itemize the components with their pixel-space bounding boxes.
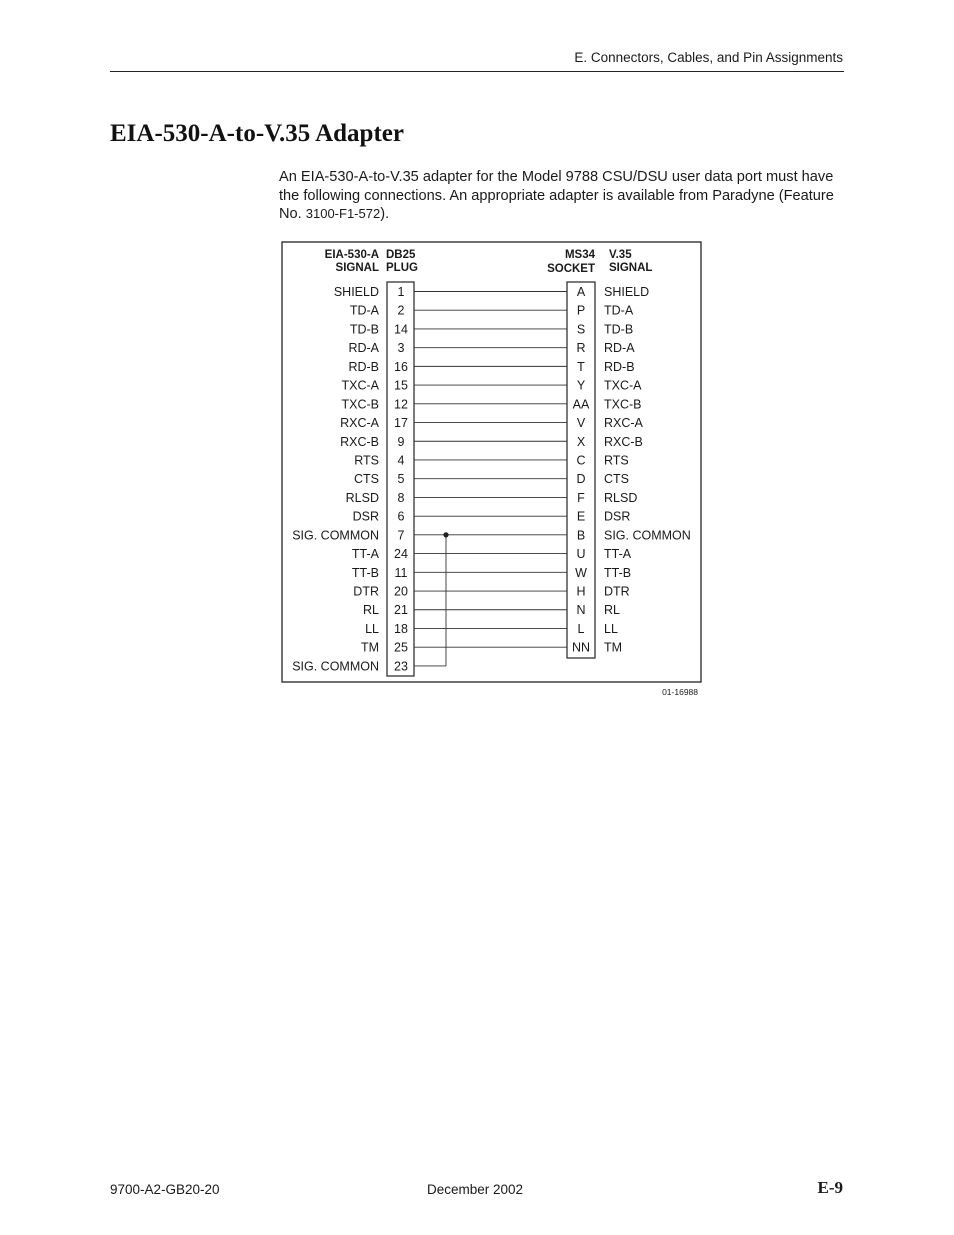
db25-pin-label: 15 xyxy=(394,378,408,393)
db25-pin-label: 6 xyxy=(397,509,405,524)
ms34-pin-label: B xyxy=(576,528,586,543)
left-signal-label: RTS xyxy=(354,453,379,468)
db25-pin-label: 4 xyxy=(397,453,405,468)
db25-pin-label: 20 xyxy=(394,584,408,599)
page-number: E-9 xyxy=(817,1178,843,1197)
left-signal-header-line2: SIGNAL xyxy=(335,262,379,274)
db25-pin-label: 1 xyxy=(397,285,405,299)
db25-pin-label: 25 xyxy=(394,640,408,655)
ms34-pin-label: W xyxy=(575,565,587,580)
ms34-pin-label: D xyxy=(576,472,586,487)
left-signal-label: RD-B xyxy=(348,359,379,374)
db25-pin-label: 11 xyxy=(394,565,408,580)
right-signal-label: SHIELD xyxy=(604,285,650,299)
db25-pin-label: 14 xyxy=(394,322,408,337)
intro-suffix: ). xyxy=(380,206,390,222)
right-signal-label: TXC-B xyxy=(604,397,642,412)
left-signal-label: TXC-B xyxy=(341,397,379,412)
right-signal-label: LL xyxy=(604,621,618,636)
ms34-header-line2: SOCKET xyxy=(547,263,595,275)
right-signal-label: RD-B xyxy=(604,359,635,374)
db25-pin-label: 12 xyxy=(394,397,408,412)
left-signal-label: RLSD xyxy=(345,490,379,505)
right-signal-header-line1: V.35 xyxy=(609,249,632,261)
left-signal-label: TD-A xyxy=(349,303,379,318)
right-signal-label: TM xyxy=(604,640,623,655)
left-signal-label: SHIELD xyxy=(333,285,379,299)
right-signal-label: RTS xyxy=(604,453,629,468)
ms34-pin-label: L xyxy=(577,621,585,636)
right-signal-label: TT-A xyxy=(604,547,632,562)
db25-pin-label: 9 xyxy=(397,434,405,449)
ms34-pin-label: H xyxy=(576,584,586,599)
right-signal-label: TXC-A xyxy=(604,378,642,393)
page-title: EIA-530-A-to-V.35 Adapter xyxy=(110,120,404,147)
right-signal-label: TD-B xyxy=(604,322,634,337)
left-signal-label: SIG. COMMON xyxy=(292,528,379,543)
db25-pin-label: 24 xyxy=(394,547,408,562)
db25-pin-label: 8 xyxy=(397,490,405,505)
ms34-socket-box xyxy=(567,282,595,658)
left-signal-header-line1: EIA-530-A xyxy=(324,249,379,261)
footer-date: December 2002 xyxy=(427,1182,524,1197)
right-signal-label: TD-A xyxy=(604,303,634,318)
ms34-pin-label: F xyxy=(577,490,585,505)
db25-pin-label: 23 xyxy=(394,659,408,674)
ms34-pin-label: R xyxy=(576,341,586,356)
left-signal-label: LL xyxy=(365,621,379,636)
left-signal-label: RXC-A xyxy=(340,416,379,431)
running-header: E. Connectors, Cables, and Pin Assignments xyxy=(574,50,843,65)
left-signal-label: TXC-A xyxy=(341,378,379,393)
right-signal-label: DTR xyxy=(604,584,630,599)
junction-dot xyxy=(443,532,448,537)
left-signal-label: RD-A xyxy=(348,341,379,356)
left-signal-label: RXC-B xyxy=(340,434,379,449)
left-signal-label: CTS xyxy=(354,472,379,487)
db25-pin-label: 5 xyxy=(397,472,405,487)
left-signal-label: SIG. COMMON xyxy=(292,659,379,674)
ms34-pin-label: C xyxy=(576,453,586,468)
pin-rows xyxy=(292,285,691,673)
intro-text: An EIA-530-A-to-V.35 adapter for the Model 9788 CSU/DSU user data port must have the following connections. An appropriate adapter is available from Paradyne (Feature No. xyxy=(279,169,834,222)
figure-id: 01-16988 xyxy=(662,687,698,697)
right-signal-label: RLSD xyxy=(604,490,638,505)
left-signal-label: TM xyxy=(360,640,379,655)
db25-pin-label: 2 xyxy=(397,303,405,318)
ms34-pin-label: U xyxy=(576,547,586,562)
db25-pin-label: 7 xyxy=(397,528,405,543)
right-signal-label: TT-B xyxy=(604,565,632,580)
ms34-pin-label: S xyxy=(576,322,586,337)
db25-pin-label: 18 xyxy=(394,621,408,636)
ms34-pin-label: P xyxy=(576,303,586,318)
left-signal-label: TT-A xyxy=(351,547,379,562)
ms34-pin-label: A xyxy=(576,285,586,299)
ms34-pin-label: E xyxy=(576,509,586,524)
ms34-pin-label: NN xyxy=(571,640,591,655)
left-signal-label: DTR xyxy=(353,584,379,599)
right-signal-label: RXC-B xyxy=(604,434,643,449)
right-signal-label: RXC-A xyxy=(604,416,643,431)
left-signal-label: TD-B xyxy=(349,322,379,337)
ms34-pin-label: Y xyxy=(576,378,586,393)
ms34-pin-label: X xyxy=(576,434,586,449)
ms34-header-line1: MS34 xyxy=(564,249,595,261)
db25-pin-label: 3 xyxy=(397,341,405,356)
doc-number: 9700-A2-GB20-20 xyxy=(110,1182,220,1197)
right-signal-label: RL xyxy=(604,603,620,618)
feature-number: 3100-F1-572 xyxy=(305,206,381,221)
ms34-pin-label: T xyxy=(577,359,585,374)
diagram-frame xyxy=(282,242,701,682)
ms34-pin-label: V xyxy=(576,416,586,431)
right-signal-label: CTS xyxy=(604,472,629,487)
left-signal-label: TT-B xyxy=(351,565,379,580)
right-signal-label: DSR xyxy=(604,509,631,524)
db25-pin-label: 16 xyxy=(394,359,408,374)
right-signal-header-line2: SIGNAL xyxy=(609,262,653,274)
right-signal-label: RD-A xyxy=(604,341,635,356)
left-signal-label: RL xyxy=(363,603,379,618)
db25-header-line2: PLUG xyxy=(386,262,418,274)
db25-header-line1: DB25 xyxy=(386,249,416,261)
right-signal-label: SIG. COMMON xyxy=(604,528,691,543)
db25-pin-label: 17 xyxy=(394,416,408,431)
ms34-pin-label: AA xyxy=(572,397,590,412)
ms34-pin-label: N xyxy=(576,603,586,618)
db25-pin-label: 21 xyxy=(394,603,408,618)
left-signal-label: DSR xyxy=(352,509,379,524)
